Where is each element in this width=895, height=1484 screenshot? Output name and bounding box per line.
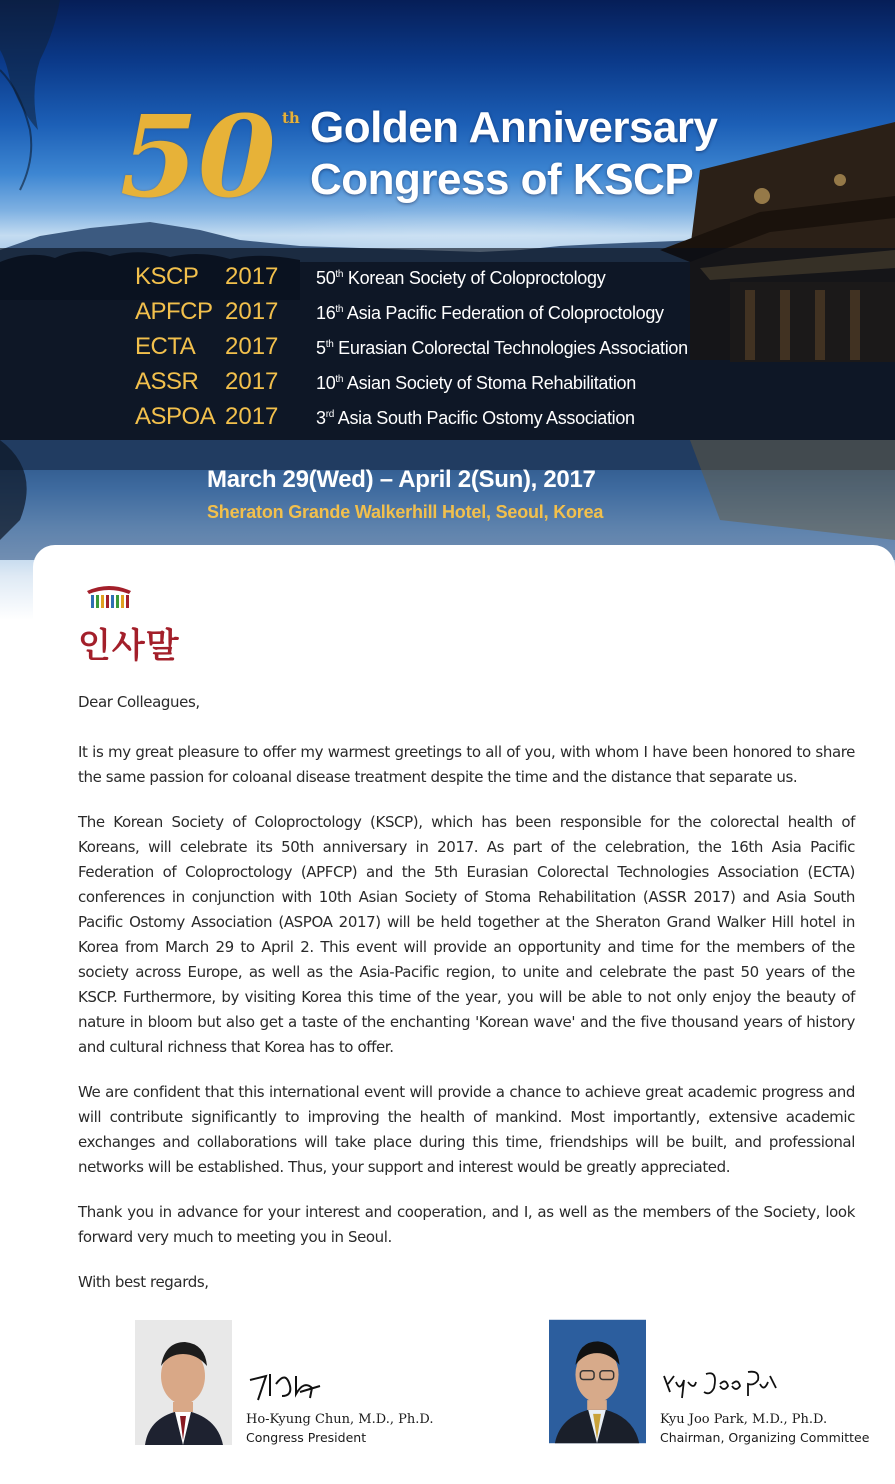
org-abbr: ASSR [135,368,199,395]
org-ordinal-suffix: th [335,269,344,280]
org-row [135,262,835,297]
letter-paragraph: Thank you in advance for your interest and cooperation, and I, as well as the members of the Society, look forward very much to meeting you in Seoul. [78,1203,855,1246]
org-ordinal-suffix: th [335,374,344,385]
org-ordinal: 50 [316,268,336,288]
chairman-signature [660,1366,780,1402]
org-name [316,405,635,431]
org-row [135,402,835,437]
org-ordinal: 3 [316,408,326,428]
org-ordinal: 5 [316,338,326,358]
fifty-suffix: th [282,109,300,127]
org-row [135,367,835,402]
org-name [316,370,636,396]
org-full-name: Asian Society of Stoma Rehabilitation [346,373,636,393]
traditional-roof-icon [85,583,133,609]
org-year: 2017 [225,298,279,325]
org-abbr: ASPOA [135,403,216,430]
letter-paragraph: We are confident that this international event will provide a chance to achieve great academic progress and will contribute significantly to improving the health of mankind. Most importantly, extensive academic exchanges and collaborations will take place during this time, friendships will be built, and professional networks will be established. Thus, your support and interest would be greatly appreciated. [78,1083,855,1176]
letter-paragraph: The Korean Society of Coloproctology (KSCP), which has been responsible for the colorectal health of Koreans, will celebrate its 50th anniversary in 2017. As part of the celebration, the 16th Asia Pacific Federation of Coloproctology (APFCP) and the 5th Eurasian Colorectal Technologies Association (ECTA) conferences in conjunction with 10th Asian Society of Stoma Rehabilitation (ASSR 2017) and Asia South Pacific Ostomy Association (ASPOA 2017) will be held together at the Sheraton Grand Walker Hill hotel in Korea from March 29 to April 2. This event will provide an opportunity and time for the members of the society across Europe, as well as the Asia-Pacific region, to unite and celebrate the past 50 years of the KSCP. Furthermore, by visiting Korea this time of the year, you will be able to not only enjoy the beauty of nature in bloom but also get a taste of the enchanting 'Korean wave' and the five thousand years of history and cultural richness that Korea has to offer. [78,813,855,1056]
fifty-emblem [120,92,300,223]
org-ordinal-suffix: rd [325,409,335,420]
organizations-list [135,262,835,437]
letter-paragraph: It is my great pleasure to offer my warmest greetings to all of you, with whom I have been honored to share the same passion for coloanal disease treatment despite the time and the distance that separate us. [78,743,855,786]
org-abbr: ECTA [135,333,196,360]
org-full-name: Asia Pacific Federation of Coloproctology [346,303,664,323]
greeting-letter [78,690,855,1315]
org-full-name: Asia South Pacific Ostomy Association [337,408,635,428]
salutation: Dear Colleagues, [78,693,200,711]
title-line-1: Golden Anniversary [310,103,718,152]
org-year: 2017 [225,333,279,360]
greeting-heading: 인사말 [78,626,180,666]
org-ordinal-suffix: th [335,304,344,315]
org-ordinal-suffix: th [325,339,334,350]
org-year: 2017 [225,263,279,290]
org-name [316,300,664,326]
org-name [316,265,605,291]
signatory-name: Ho-Kyung Chun, M.D., Ph.D. [246,1412,434,1427]
chairman-photo [549,1319,646,1444]
fifty-number: 50 [120,92,276,223]
org-year: 2017 [225,368,279,395]
org-row [135,297,835,332]
congress-venue: Sheraton Grande Walkerhill Hotel, Seoul, Korea [207,502,604,522]
org-abbr: KSCP [135,263,199,290]
org-name [316,335,688,361]
org-full-name: Korean Society of Coloproctology [347,268,606,288]
org-year: 2017 [225,403,279,430]
org-abbr: APFCP [135,298,213,325]
org-full-name: Eurasian Colorectal Technologies Association [338,338,688,358]
president-signature [246,1366,326,1406]
org-ordinal: 10 [316,373,336,393]
signatory-role: Chairman, Organizing Committee [660,1430,870,1445]
congress-dates: March 29(Wed) – April 2(Sun), 2017 [207,466,596,493]
signatory-name: Kyu Joo Park, M.D., Ph.D. [660,1412,828,1427]
org-ordinal: 16 [316,303,336,323]
org-row [135,332,835,367]
closing: With best regards, [78,1273,209,1291]
title-line-2: Congress of KSCP [310,155,694,204]
signatory-role: Congress President [246,1430,367,1445]
president-photo [135,1320,232,1445]
congress-title [310,102,780,206]
banner [0,0,895,620]
